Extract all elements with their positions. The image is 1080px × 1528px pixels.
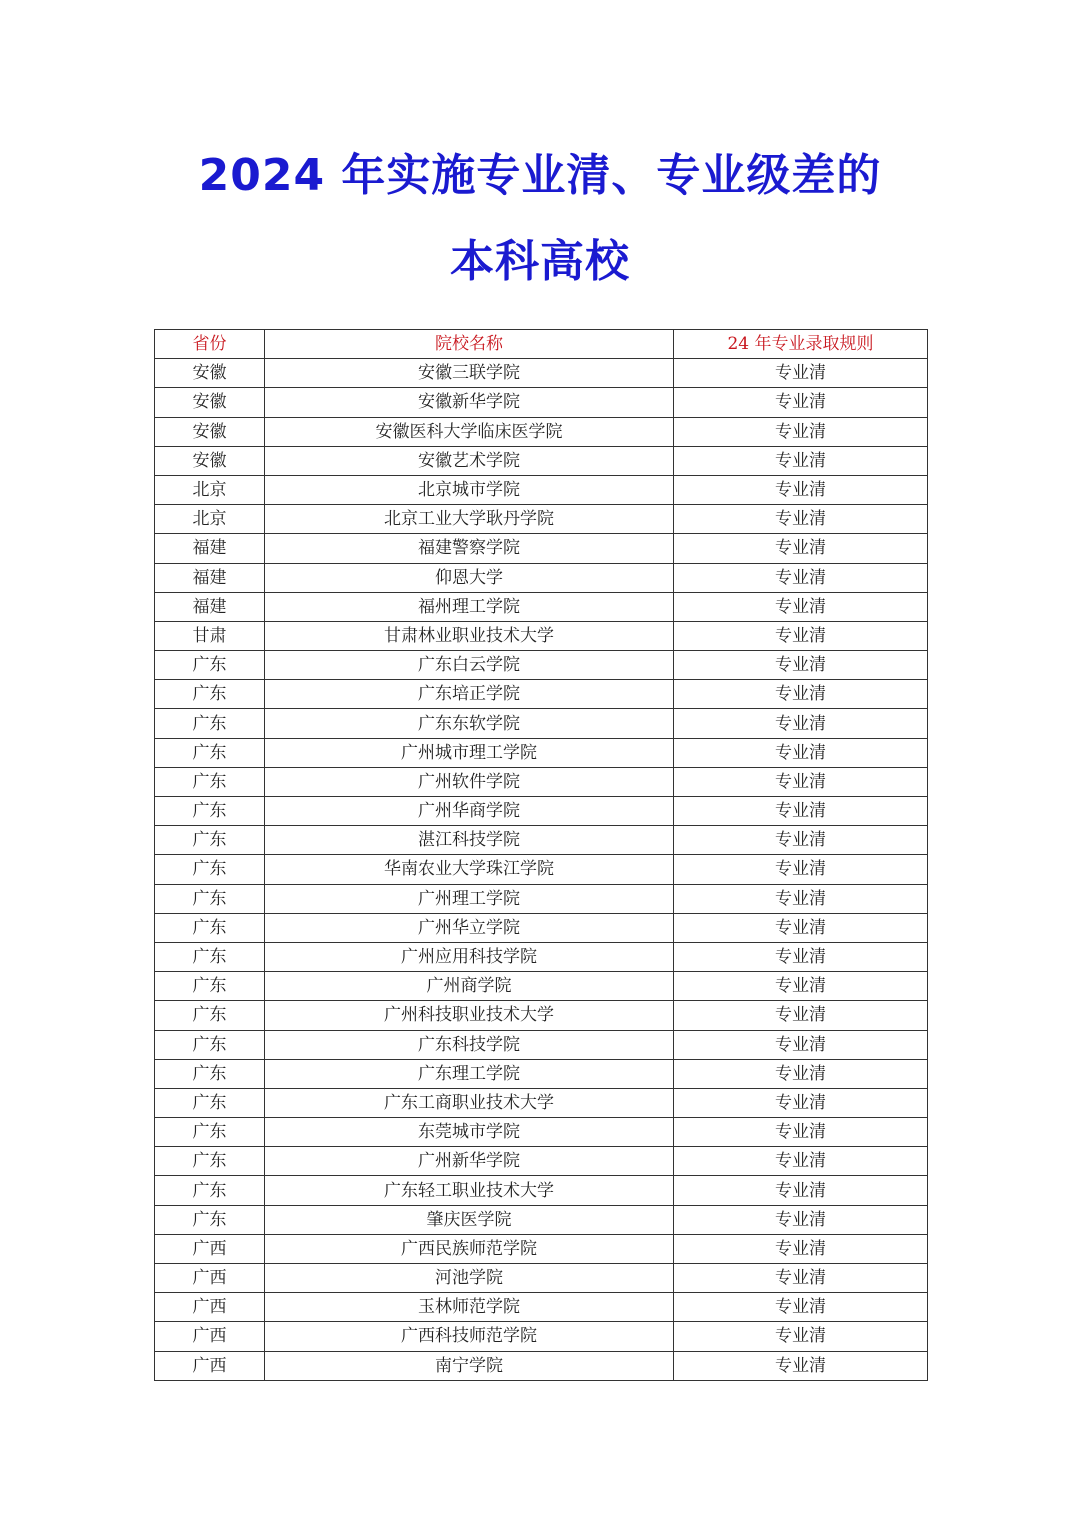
cell-province: 广东 [155,709,265,738]
table-row [155,1176,928,1205]
cell-province: 广东 [155,651,265,680]
cell-admission-rule: 专业清 [674,680,928,709]
table-row [155,1351,928,1380]
cell-admission-rule: 专业清 [674,1351,928,1380]
cell-province: 广东 [155,972,265,1001]
table-row [155,1264,928,1293]
cell-province: 广东 [155,1147,265,1176]
cell-admission-rule: 专业清 [674,1118,928,1147]
cell-school-name: 广州城市理工学院 [265,738,674,767]
cell-admission-rule: 专业清 [674,505,928,534]
cell-school-name: 广州新华学院 [265,1147,674,1176]
cell-school-name: 广州华立学院 [265,913,674,942]
cell-admission-rule: 专业清 [674,1176,928,1205]
cell-school-name: 玉林师范学院 [265,1293,674,1322]
cell-school-name: 北京工业大学耿丹学院 [265,505,674,534]
cell-province: 广东 [155,797,265,826]
table-row [155,563,928,592]
cell-school-name: 广州科技职业技术大学 [265,1001,674,1030]
cell-school-name: 华南农业大学珠江学院 [265,855,674,884]
cell-admission-rule: 专业清 [674,534,928,563]
cell-province: 广西 [155,1234,265,1263]
cell-admission-rule: 专业清 [674,1293,928,1322]
cell-school-name: 湛江科技学院 [265,826,674,855]
cell-province: 安徽 [155,388,265,417]
table-row [155,475,928,504]
cell-admission-rule: 专业清 [674,738,928,767]
cell-admission-rule: 专业清 [674,388,928,417]
cell-admission-rule: 专业清 [674,621,928,650]
cell-province: 广东 [155,855,265,884]
table-row [155,767,928,796]
cell-admission-rule: 专业清 [674,826,928,855]
cell-admission-rule: 专业清 [674,1205,928,1234]
table-row [155,359,928,388]
cell-admission-rule: 专业清 [674,942,928,971]
cell-province: 广东 [155,942,265,971]
cell-admission-rule: 专业清 [674,913,928,942]
cell-school-name: 广东白云学院 [265,651,674,680]
cell-province: 广东 [155,913,265,942]
cell-school-name: 广州理工学院 [265,884,674,913]
cell-school-name: 东莞城市学院 [265,1118,674,1147]
cell-school-name: 肇庆医学院 [265,1205,674,1234]
cell-school-name: 广东东软学院 [265,709,674,738]
cell-school-name: 广西科技师范学院 [265,1322,674,1351]
table-row [155,446,928,475]
cell-province: 福建 [155,592,265,621]
table-row [155,592,928,621]
cell-province: 广东 [155,1001,265,1030]
table-row [155,417,928,446]
cell-admission-rule: 专业清 [674,709,928,738]
cell-admission-rule: 专业清 [674,1059,928,1088]
cell-school-name: 广州商学院 [265,972,674,1001]
table-row [155,534,928,563]
cell-province: 广西 [155,1322,265,1351]
cell-province: 福建 [155,563,265,592]
cell-school-name: 南宁学院 [265,1351,674,1380]
cell-admission-rule: 专业清 [674,972,928,1001]
table-row [155,942,928,971]
table-row [155,738,928,767]
cell-school-name: 广州软件学院 [265,767,674,796]
cell-province: 广东 [155,1176,265,1205]
table-row [155,1205,928,1234]
cell-province: 广西 [155,1293,265,1322]
cell-province: 安徽 [155,359,265,388]
table-row [155,1234,928,1263]
cell-admission-rule: 专业清 [674,797,928,826]
cell-school-name: 广州华商学院 [265,797,674,826]
cell-province: 广东 [155,1030,265,1059]
cell-admission-rule: 专业清 [674,1322,928,1351]
cell-province: 广东 [155,884,265,913]
table-row [155,651,928,680]
table-row [155,505,928,534]
cell-province: 广东 [155,738,265,767]
cell-school-name: 福建警察学院 [265,534,674,563]
cell-school-name: 广州应用科技学院 [265,942,674,971]
table-row [155,972,928,1001]
cell-province: 广东 [155,1059,265,1088]
cell-province: 广东 [155,680,265,709]
table-header-row [155,330,928,359]
cell-school-name: 广东科技学院 [265,1030,674,1059]
header-province: 省份 [155,330,265,359]
table-row [155,1088,928,1117]
cell-province: 广东 [155,1088,265,1117]
cell-admission-rule: 专业清 [674,767,928,796]
table-row [155,388,928,417]
cell-admission-rule: 专业清 [674,855,928,884]
table-row [155,855,928,884]
cell-school-name: 北京城市学院 [265,475,674,504]
cell-school-name: 广东理工学院 [265,1059,674,1088]
table-row [155,680,928,709]
cell-school-name: 广东工商职业技术大学 [265,1088,674,1117]
table-row [155,913,928,942]
header-admission-rule: 24 年专业录取规则 [674,330,928,359]
cell-province: 广东 [155,767,265,796]
table-row [155,1147,928,1176]
table-row [155,1322,928,1351]
cell-admission-rule: 专业清 [674,884,928,913]
cell-school-name: 安徽三联学院 [265,359,674,388]
table-row [155,1030,928,1059]
cell-school-name: 安徽新华学院 [265,388,674,417]
cell-school-name: 广东轻工职业技术大学 [265,1176,674,1205]
cell-province: 北京 [155,475,265,504]
cell-admission-rule: 专业清 [674,446,928,475]
cell-school-name: 安徽医科大学临床医学院 [265,417,674,446]
cell-admission-rule: 专业清 [674,1147,928,1176]
cell-province: 安徽 [155,446,265,475]
table-row [155,1059,928,1088]
table-row [155,826,928,855]
cell-province: 福建 [155,534,265,563]
cell-admission-rule: 专业清 [674,592,928,621]
cell-admission-rule: 专业清 [674,1234,928,1263]
cell-school-name: 福州理工学院 [265,592,674,621]
cell-admission-rule: 专业清 [674,1001,928,1030]
cell-admission-rule: 专业清 [674,475,928,504]
table-row [155,1118,928,1147]
cell-province: 广东 [155,826,265,855]
cell-admission-rule: 专业清 [674,1030,928,1059]
cell-school-name: 仰恩大学 [265,563,674,592]
cell-province: 甘肃 [155,621,265,650]
table-row [155,797,928,826]
cell-admission-rule: 专业清 [674,651,928,680]
cell-province: 安徽 [155,417,265,446]
cell-admission-rule: 专业清 [674,1264,928,1293]
cell-school-name: 甘肃林业职业技术大学 [265,621,674,650]
table-body [155,359,928,1381]
cell-province: 广西 [155,1264,265,1293]
cell-admission-rule: 专业清 [674,417,928,446]
cell-admission-rule: 专业清 [674,359,928,388]
cell-school-name: 广东培正学院 [265,680,674,709]
table-row [155,1293,928,1322]
cell-province: 广东 [155,1118,265,1147]
cell-province: 北京 [155,505,265,534]
cell-school-name: 广西民族师范学院 [265,1234,674,1263]
table-row [155,709,928,738]
cell-province: 广西 [155,1351,265,1380]
table-row [155,621,928,650]
table-row [155,1001,928,1030]
cell-province: 广东 [155,1205,265,1234]
page-title-line-2: 本科高校 [450,236,630,287]
cell-school-name: 安徽艺术学院 [265,446,674,475]
cell-school-name: 河池学院 [265,1264,674,1293]
table-row [155,884,928,913]
page-title-line-1: 2024 年实施专业清、专业级差的 [198,150,882,201]
cell-admission-rule: 专业清 [674,563,928,592]
universities-table [154,329,928,1381]
cell-admission-rule: 专业清 [674,1088,928,1117]
header-school-name: 院校名称 [265,330,674,359]
